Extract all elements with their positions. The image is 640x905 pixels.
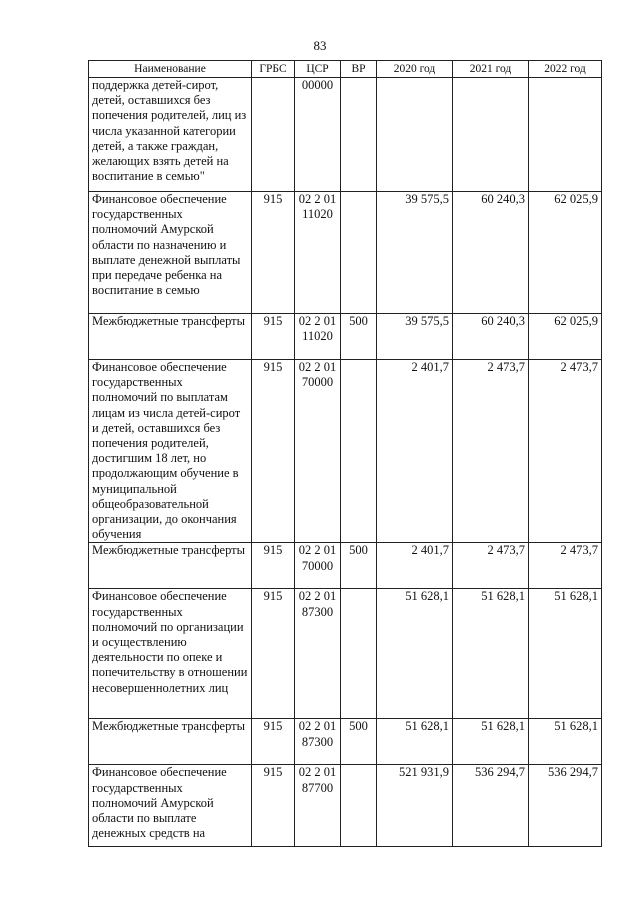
row-grbs: 915 [252, 192, 295, 314]
row-vr [341, 78, 377, 192]
header-csr: ЦСР [295, 61, 341, 78]
row-2020: 51 628,1 [377, 589, 453, 719]
row-grbs: 915 [252, 360, 295, 543]
row-2022: 51 628,1 [529, 719, 602, 765]
row-grbs: 915 [252, 314, 295, 360]
row-name: Финансовое обеспечение государственных полномочий Амурской области по выплате денежных средств на [89, 765, 252, 847]
row-2022: 51 628,1 [529, 589, 602, 719]
header-2020: 2020 год [377, 61, 453, 78]
budget-table [88, 60, 602, 847]
row-2022 [529, 78, 602, 192]
row-name: Межбюджетные трансферты [89, 543, 252, 589]
row-vr [341, 192, 377, 314]
row-csr: 02 2 01 87700 [295, 765, 341, 847]
row-vr [341, 589, 377, 719]
header-2021: 2021 год [453, 61, 529, 78]
header-name: Наименование [89, 61, 252, 78]
row-2021: 536 294,7 [453, 765, 529, 847]
row-csr: 02 2 01 70000 [295, 360, 341, 543]
row-grbs: 915 [252, 543, 295, 589]
row-csr: 02 2 01 11020 [295, 314, 341, 360]
table-row [89, 589, 602, 719]
table-row [89, 78, 602, 192]
row-name: поддержка детей-сирот, детей, оставшихся без попечения родителей, лиц из числа указанной категории детей, а также граждан, желающих взять детей на воспитание в семью" [89, 78, 252, 192]
row-2022: 62 025,9 [529, 314, 602, 360]
row-2020: 51 628,1 [377, 719, 453, 765]
header-2022: 2022 год [529, 61, 602, 78]
row-csr: 02 2 01 87300 [295, 719, 341, 765]
row-csr: 02 2 01 70000 [295, 543, 341, 589]
row-2022: 2 473,7 [529, 543, 602, 589]
row-vr: 500 [341, 719, 377, 765]
row-grbs: 915 [252, 589, 295, 719]
row-csr: 02 2 01 11020 [295, 192, 341, 314]
row-2021: 2 473,7 [453, 543, 529, 589]
row-2020 [377, 78, 453, 192]
row-2021 [453, 78, 529, 192]
row-name: Финансовое обеспечение государственных полномочий по выплатам лицам из числа детей-сирот и детей, оставшихся без попечения родителей, достигшим 18 лет, но продолжающим обучение в муниципальной общеобразовательной организации, до окончания обучения [89, 360, 252, 543]
row-name: Межбюджетные трансферты [89, 314, 252, 360]
header-grbs: ГРБС [252, 61, 295, 78]
table-row [89, 765, 602, 847]
row-2021: 51 628,1 [453, 589, 529, 719]
row-grbs: 915 [252, 719, 295, 765]
row-2020: 2 401,7 [377, 543, 453, 589]
row-2020: 521 931,9 [377, 765, 453, 847]
table-row [89, 543, 602, 589]
row-name: Финансовое обеспечение государственных полномочий по организации и осуществлению деятельности по опеке и попечительству в отношении несовершеннолетних лиц [89, 589, 252, 719]
table-row [89, 314, 602, 360]
row-2022: 536 294,7 [529, 765, 602, 847]
row-name: Межбюджетные трансферты [89, 719, 252, 765]
row-2021: 2 473,7 [453, 360, 529, 543]
row-vr [341, 360, 377, 543]
row-2020: 39 575,5 [377, 314, 453, 360]
row-name: Финансовое обеспечение государственных полномочий Амурской области по назначению и выплате денежной выплаты при передаче ребенка на воспитание в семью [89, 192, 252, 314]
row-vr: 500 [341, 314, 377, 360]
row-csr: 00000 [295, 78, 341, 192]
row-grbs: 915 [252, 765, 295, 847]
table-row [89, 192, 602, 314]
row-2021: 60 240,3 [453, 314, 529, 360]
page-number: 83 [313, 38, 327, 53]
row-2021: 60 240,3 [453, 192, 529, 314]
row-vr: 500 [341, 543, 377, 589]
row-2020: 2 401,7 [377, 360, 453, 543]
header-vr: ВР [341, 61, 377, 78]
table-row [89, 360, 602, 543]
row-vr [341, 765, 377, 847]
row-2022: 2 473,7 [529, 360, 602, 543]
row-2021: 51 628,1 [453, 719, 529, 765]
table-row [89, 719, 602, 765]
row-2022: 62 025,9 [529, 192, 602, 314]
row-2020: 39 575,5 [377, 192, 453, 314]
table-header-row [89, 61, 602, 78]
row-csr: 02 2 01 87300 [295, 589, 341, 719]
row-grbs [252, 78, 295, 192]
